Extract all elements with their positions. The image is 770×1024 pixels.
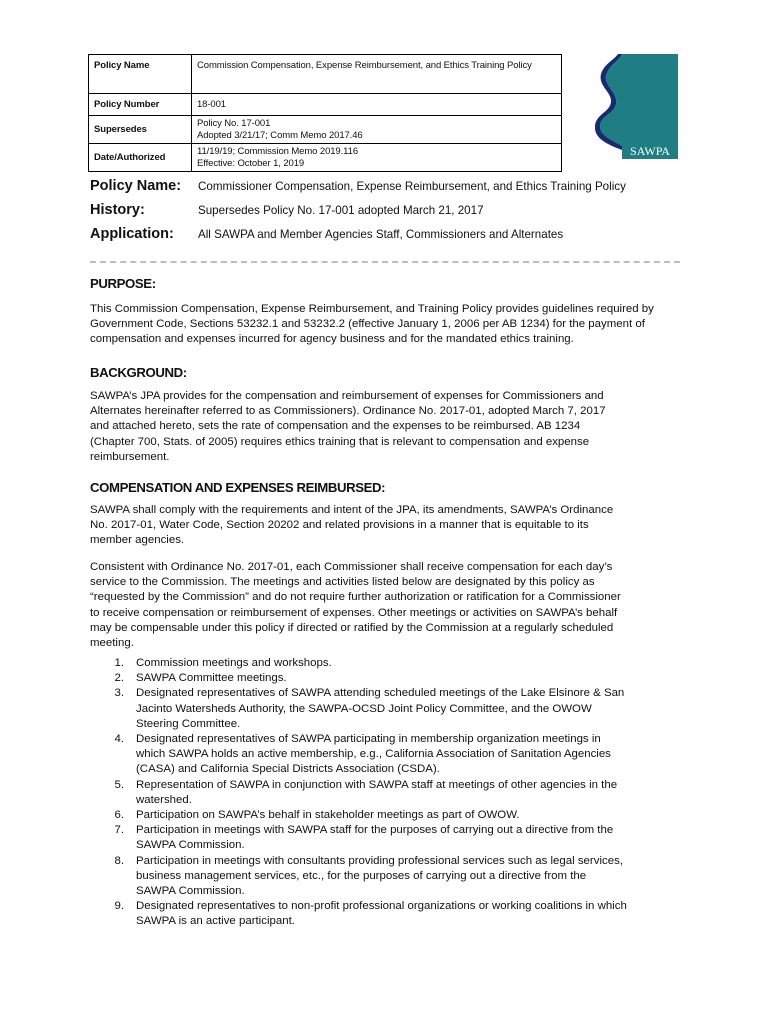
compensation-line: to receive compensation or reimbursement of expenses. Other meetings or activities on SAWPA’s behalf [90, 606, 618, 619]
date-authorized-value [192, 144, 562, 172]
list-item-line: SAWPA Committee meetings. [136, 672, 287, 685]
list-item [110, 732, 690, 778]
background-line: reimbursement. [90, 450, 170, 463]
list-item-number: 7. [114, 824, 124, 837]
background-line: SAWPA’s JPA provides for the compensation and reimbursement of expenses for Commissioners and [90, 390, 604, 402]
policy-number-value: 18-001 [192, 94, 562, 116]
compensation-paragraph-1 [90, 503, 690, 549]
list-item [110, 686, 690, 732]
supersedes-line-1: Policy No. 17-001 [197, 118, 271, 129]
header-row-policy-name [89, 55, 562, 94]
list-item [110, 778, 690, 808]
list-item-line: Jacinto Watersheds Authority, the SAWPA-OCSD Joint Policy Committee, and the OWOW [136, 702, 592, 715]
summary-policy-name-label: Policy Name: [90, 178, 182, 194]
list-item-number: 6. [114, 809, 124, 822]
purpose-line: This Commission Compensation, Expense Reimbursement, and Training Policy provides guidelines required by [90, 303, 654, 315]
compensation-paragraph-2 [90, 560, 690, 651]
list-item-line: Steering Committee. [136, 717, 241, 730]
summary-history-label: History: [90, 202, 145, 218]
list-item-line: SAWPA Commission. [136, 839, 245, 852]
date-line-2: Effective: October 1, 2019 [197, 157, 305, 169]
list-item-line: SAWPA is an active participant. [136, 915, 295, 928]
compensation-line: service to the Commission. The meetings and activities listed below are designated by this policy as [90, 576, 595, 589]
list-item [110, 808, 690, 823]
supersedes-value [192, 116, 562, 144]
section-divider [90, 261, 680, 263]
sawpa-logo [578, 54, 678, 159]
purpose-heading: PURPOSE: [90, 276, 156, 291]
list-item-line: (CASA) and California Special Districts Association (CSDA). [136, 763, 440, 776]
list-item [110, 656, 690, 671]
background-paragraph [90, 389, 690, 465]
policy-name-label: Policy Name [89, 55, 192, 94]
supersedes-label: Supersedes [89, 116, 192, 144]
compensation-line: No. 2017-01, Water Code, Section 20202 and related provisions in a manner that is equitable to its [90, 519, 589, 532]
list-item-line: which SAWPA holds an active membership, e.g., California Association of Sanitation Agencies [136, 748, 611, 761]
header-row-policy-number [89, 94, 562, 116]
compensation-heading: COMPENSATION AND EXPENSES REIMBURSED: [90, 480, 386, 495]
list-item-line: Participation in meetings with SAWPA staff for the purposes of carrying out a directive from the [136, 824, 614, 837]
summary-history-value: Supersedes Policy No. 17-001 adopted March 21, 2017 [198, 204, 484, 217]
list-item-line: Designated representatives to non-profit professional organizations or working coalitions in which [136, 900, 627, 913]
list-item [110, 854, 690, 900]
list-item [110, 823, 690, 853]
list-item [110, 671, 690, 686]
list-item-line: SAWPA Commission. [136, 885, 245, 898]
compensation-line: Consistent with Ordinance No. 2017-01, each Commissioner shall receive compensation for each day’s [90, 561, 613, 573]
purpose-paragraph [90, 302, 690, 348]
list-item [110, 899, 690, 929]
list-item-number: 4. [114, 733, 124, 746]
supersedes-line-2: Adopted 3/21/17; Comm Memo 2017.46 [197, 129, 363, 141]
list-item-number: 8. [114, 854, 124, 867]
list-item-line: Designated representatives of SAWPA participating in membership organization meetings in [136, 733, 601, 746]
compensable-activities-list [110, 656, 690, 930]
background-line: (Chapter 700, Stats. of 2005) requires ethics training that is relevant to compensation and expense [90, 435, 590, 448]
summary-application-value: All SAWPA and Member Agencies Staff, Commissioners and Alternates [198, 228, 564, 241]
summary-application-label: Application: [90, 226, 174, 242]
summary-policy-name-value: Commissioner Compensation, Expense Reimbursement, and Ethics Training Policy [198, 180, 626, 193]
date-authorized-label: Date/Authorized [89, 144, 192, 172]
policy-number-label: Policy Number [89, 94, 192, 116]
list-item-line: Representation of SAWPA in conjunction with SAWPA staff at meetings of other agencies in the [136, 778, 618, 791]
background-line: Alternates hereinafter referred to as Commissioners). Ordinance No. 2017-01, adopted March 7, 2017 [90, 405, 606, 418]
compensation-line: member agencies. [90, 534, 185, 547]
header-row-supersedes [89, 116, 562, 144]
header-row-date-authorized [89, 144, 562, 172]
list-item-line: Participation on SAWPA’s behalf in stakeholder meetings as part of OWOW. [136, 809, 520, 822]
list-item-line: business management services, etc., for the purposes of carrying out a directive from the [136, 869, 587, 882]
background-line: and attached hereto, sets the rate of compensation and the expenses to be reimbursed. AB 1234 [90, 420, 581, 433]
list-item-line: watershed. [136, 793, 192, 806]
purpose-line: compensation and expenses incurred for agency business and for the mandated ethics training. [90, 333, 574, 346]
logo-text: SAWPA [630, 144, 670, 158]
compensation-line: “requested by the Commission” and do not require further authorization or ratification for a Commissioner [90, 591, 621, 604]
purpose-line: Government Code, Sections 53232.1 and 53232.2 (effective January 1, 2006 per AB 1234) for the payment of [90, 318, 645, 331]
policy-header-table [88, 54, 562, 172]
compensation-line: SAWPA shall comply with the requirements and intent of the JPA, its amendments, SAWPA’s Ordinance [90, 504, 614, 516]
list-item-number: 1. [114, 657, 124, 669]
list-item-number: 5. [114, 778, 124, 791]
list-item-line: Participation in meetings with consultants providing professional services such as legal services, [136, 854, 623, 867]
list-item-line: Designated representatives of SAWPA attending scheduled meetings of the Lake Elsinore & San [136, 687, 625, 700]
list-item-line: Commission meetings and workshops. [136, 657, 332, 669]
compensation-line: meeting. [90, 637, 134, 650]
list-item-number: 9. [114, 900, 124, 913]
list-item-number: 2. [114, 672, 124, 685]
date-line-1: 11/19/19; Commission Memo 2019.116 [197, 146, 359, 157]
compensation-line: may be compensable under this policy if directed or ratified by the Commission at a regularly scheduled [90, 621, 614, 634]
policy-name-value: Commission Compensation, Expense Reimbursement, and Ethics Training Policy [192, 55, 562, 94]
background-heading: BACKGROUND: [90, 365, 187, 380]
list-item-number: 3. [114, 687, 124, 700]
